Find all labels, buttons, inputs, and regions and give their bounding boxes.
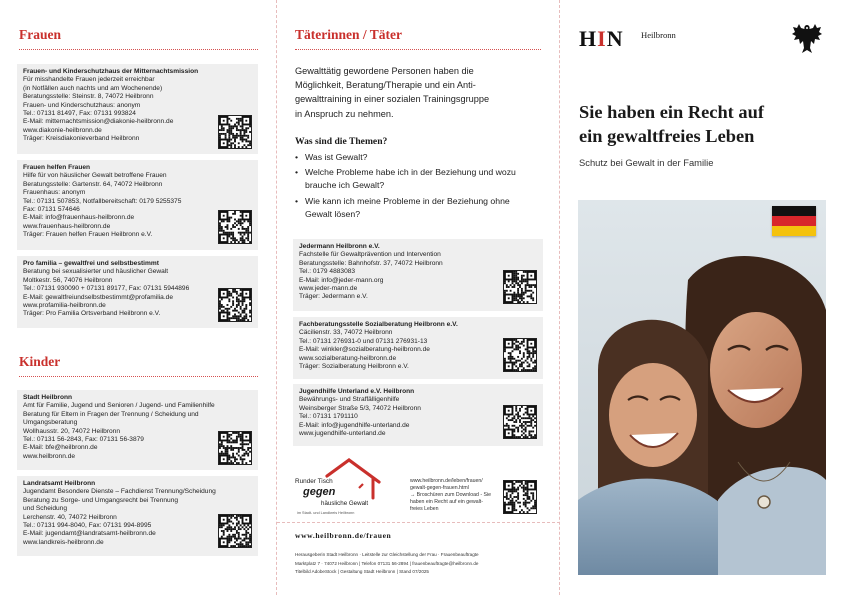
download-note	[410, 478, 491, 513]
box-line: Tel.: 0179 4883083	[299, 268, 356, 276]
box-line: Beratung bei sexualisierter und häuslicher Gewalt	[23, 268, 169, 276]
taeter-heading: Täterinnen / Täter	[295, 27, 402, 42]
divider	[295, 49, 541, 50]
box-line[interactable]: www.heilbronn.de	[23, 452, 76, 460]
middle-panel	[276, 0, 559, 595]
box-line: Weinsberger Straße 5/3, 74072 Heilbronn	[299, 404, 421, 412]
intro-line: Gewalttätig gewordene Personen haben die	[295, 66, 474, 76]
intro-line: gewalttraining in einer sozialen Trainingsgruppe	[295, 94, 490, 105]
box-line: Beratungsstelle: Bahnhofstr. 37, 74072 Heilbronn	[299, 259, 443, 267]
box-line: Tel.: 07131 994-8040, Fax: 07131 994-8995	[23, 522, 152, 530]
download-line: haben ein Recht auf ein gewalt-	[410, 498, 483, 505]
box-line[interactable]: E-Mail: gewaltfreiundselbstbestimmt@profamilia.de	[23, 293, 173, 301]
box-line[interactable]: E-Mail: bfe@heilbronn.de	[23, 444, 98, 452]
box-line: Tel.: 07131 1791110	[299, 413, 358, 421]
qr-code-icon[interactable]	[503, 405, 537, 439]
box-line: Bewährungs- und Straffälligenhilfe	[299, 396, 400, 404]
box-line: Beratung für Eltern in Fragen der Trennung / Scheidung und	[23, 410, 199, 418]
qr-code-icon[interactable]	[503, 480, 537, 514]
left-panel	[0, 0, 276, 595]
page-subtitle: Schutz bei Gewalt in der Familie	[579, 157, 714, 168]
box-title: Stadt Heilbronn	[23, 394, 73, 401]
mother-daughter-photo	[578, 200, 826, 575]
box-line: Frauenhaus: anonym	[23, 189, 86, 197]
download-line[interactable]: gewalt-gegen-frauen.html	[410, 484, 469, 491]
box-line[interactable]: E-Mail: jugendamt@landratsamt-heilbronn.de	[23, 530, 156, 538]
download-line: freies Leben	[410, 505, 439, 512]
box-line: Tel.: 07131 507853, Notfallbereitschaft: 0179 5255375	[23, 197, 182, 205]
box-line[interactable]: E-Mail: info@frauenhaus-heilbronn.de	[23, 214, 135, 222]
box-line: Beratungsstelle: Gartenstr. 64, 74072 Heilbronn	[23, 180, 163, 188]
divider	[19, 376, 258, 377]
box-line[interactable]: www.sozialberatung-heilbronn.de	[299, 354, 397, 362]
box-line[interactable]: E-Mail: info@jeder-mann.org	[299, 276, 384, 284]
divider	[277, 522, 560, 523]
box-title: Frauen helfen Frauen	[23, 164, 91, 171]
themes-heading: Was sind die Themen?	[295, 136, 388, 147]
frauen-heading: Frauen	[19, 27, 61, 42]
qr-code-icon[interactable]	[503, 270, 537, 304]
box-line: Träger: Sozialberatung Heilbronn e.V.	[299, 363, 409, 371]
intro-text	[295, 64, 545, 121]
box-line: Tel.: 07131 81497, Fax: 07131 993824	[23, 110, 136, 118]
qr-code-icon[interactable]	[218, 288, 252, 322]
box-line: Träger: Pro Familia Ortsverband Heilbronn e.V.	[23, 310, 161, 318]
box-line: Tel.: 07131 56-2843, Fax: 07131 56-3879	[23, 436, 144, 444]
box-line: Lerchenstr. 40, 74072 Heilbronn	[23, 513, 117, 521]
box-line[interactable]: www.jeder-mann.de	[299, 285, 358, 293]
box-line: Umgangsberatung	[23, 419, 78, 427]
box-line: Träger: Kreisdiakonieverband Heilbronn	[23, 135, 140, 143]
qr-code-icon[interactable]	[218, 514, 252, 548]
box-title: Jugendhilfe Unterland e.V. Heilbronn	[299, 388, 415, 395]
box-line[interactable]: www.jugendhilfe-unterland.de	[299, 430, 386, 438]
box-line: Beratungsstelle: Steinstr. 8, 74072 Heilbronn	[23, 93, 154, 101]
box-title: Landratsamt Heilbronn	[23, 480, 96, 487]
logo-gegen-text: gegen	[303, 486, 336, 498]
intro-line: Möglichkeit, Beratung/Therapie und ein Anti-	[295, 80, 476, 91]
flag-stripe	[772, 216, 816, 226]
box-line: und Scheidung	[23, 505, 67, 513]
box-title: Pro familia – gewaltfrei und selbstbestimmt	[23, 260, 159, 267]
footer-url[interactable]: www.heilbronn.de/frauen	[295, 531, 392, 540]
logo-top-text: Runder Tisch	[295, 478, 333, 485]
qr-code-icon[interactable]	[503, 338, 537, 372]
divider	[19, 49, 258, 50]
photo-illustration	[578, 200, 826, 575]
heilbronn-logo	[579, 26, 624, 52]
flag-stripe	[772, 226, 816, 236]
eagle-crest-icon	[791, 22, 823, 56]
qr-code-icon[interactable]	[218, 115, 252, 149]
box-line: Hilfe für von häuslicher Gewalt betroffene Frauen	[23, 172, 167, 180]
imprint-line: Marktplatz 7 · 74072 Heilbronn | Telefon 07131 56-2894 | frauenbeauftragte@heilbronn.de	[295, 560, 479, 566]
box-line: Fax: 07131 574646	[23, 206, 80, 214]
germany-flag-icon	[772, 206, 816, 236]
download-line: → Broschüren zum Download - Sie	[410, 491, 492, 498]
box-line[interactable]: www.frauenhaus-heilbronn.de	[23, 222, 111, 230]
box-line: Träger: Jedermann e.V.	[299, 293, 368, 301]
list-item: • Welche Probleme habe ich in der Beziehung und wozu brauche ich Gewalt?	[295, 166, 535, 192]
box-line[interactable]: E-Mail: info@jugendhilfe-unterland.de	[299, 421, 410, 429]
box-line: Tel.: 07131 930090 + 07131 89177, Fax: 07131 5944896	[23, 285, 190, 293]
box-line[interactable]: E-Mail: winkler@sozialberatung-heilbronn.de	[299, 346, 430, 354]
logo-letter: N	[606, 26, 624, 51]
box-line: Fachstelle für Gewaltprävention und Intervention	[299, 251, 441, 259]
right-panel	[559, 0, 842, 595]
box-line[interactable]: www.diakonie-heilbronn.de	[23, 126, 102, 134]
intro-line: in Anspruch zu nehmen.	[295, 108, 394, 119]
imprint	[295, 551, 479, 577]
box-line: (in Notfällen auch nachts und am Wochenende)	[23, 84, 163, 92]
logo-bar: I	[597, 26, 607, 51]
box-line: Träger: Frauen helfen Frauen Heilbronn e.V.	[23, 231, 153, 239]
list-item: • Wie kann ich meine Probleme in der Beziehung ohne Gewalt lösen?	[295, 195, 535, 221]
box-title: Jedermann Heilbronn e.V.	[299, 243, 380, 250]
box-title: Frauen- und Kinderschutzhaus der Mitternachtsmission	[23, 68, 199, 75]
title-line: Sie haben ein Recht auf	[579, 102, 764, 122]
imprint-line: Herausgeberin Stadt Heilbronn · Leitstelle zur Gleichstellung der Frau · Frauenbeauftragte	[295, 552, 479, 557]
box-title: Fachberatungsstelle Sozialberatung Heilbronn e.V.	[299, 321, 458, 328]
download-line[interactable]: www.heilbronn.de/leben/frauen/	[410, 478, 483, 484]
box-line: Frauen- und Kinderschutzhaus: anonym	[23, 101, 141, 109]
box-line: Cäcilienstr. 33, 74072 Heilbronn	[299, 329, 393, 337]
kinder-heading: Kinder	[19, 354, 61, 369]
logo-sub-text: häusliche Gewalt	[321, 500, 369, 507]
box-line[interactable]: E-Mail: mitternachtsmission@diakonie-heilbronn.de	[23, 118, 174, 126]
themes-list	[295, 151, 535, 223]
list-item: • Was ist Gewalt?	[295, 151, 535, 164]
flag-stripe	[772, 206, 816, 216]
page-title	[579, 100, 829, 148]
box-line[interactable]: www.landkreis-heilbronn.de	[23, 538, 104, 546]
box-line: Beratung zu Sorge- und Umgangsrecht bei Trennung	[23, 496, 179, 504]
imprint-line: Titelbild AdobeStock | Gestaltung Stadt Heilbronn | Stand 07/2025	[295, 569, 429, 575]
logo-city: Heilbronn	[641, 30, 676, 40]
logo-small-text: im Stadt- und Landkreis Heilbronn	[297, 511, 355, 515]
box-line[interactable]: www.profamilia-heilbronn.de	[23, 302, 106, 310]
qr-code-icon[interactable]	[218, 431, 252, 465]
qr-code-icon[interactable]	[218, 210, 252, 244]
box-line: Tel.: 07131 276931-0 und 07131 276931-13	[299, 337, 428, 345]
box-line: Wollhausstr. 20, 74072 Heilbronn	[23, 427, 121, 435]
box-line: Moltkestr. 56, 74076 Heilbronn	[23, 276, 113, 284]
title-line: ein gewaltfreies Leben	[579, 126, 755, 146]
runder-tisch-logo	[293, 454, 393, 518]
box-line: Für misshandelte Frauen jederzeit erreichbar	[23, 76, 155, 84]
box-line: Jugendamt Besondere Dienste – Fachdienst Trennung/Scheidung	[23, 488, 216, 496]
logo-letter: H	[579, 26, 598, 51]
box-line: Amt für Familie, Jugend und Senioren / Jugend- und Familienhilfe	[23, 402, 215, 410]
